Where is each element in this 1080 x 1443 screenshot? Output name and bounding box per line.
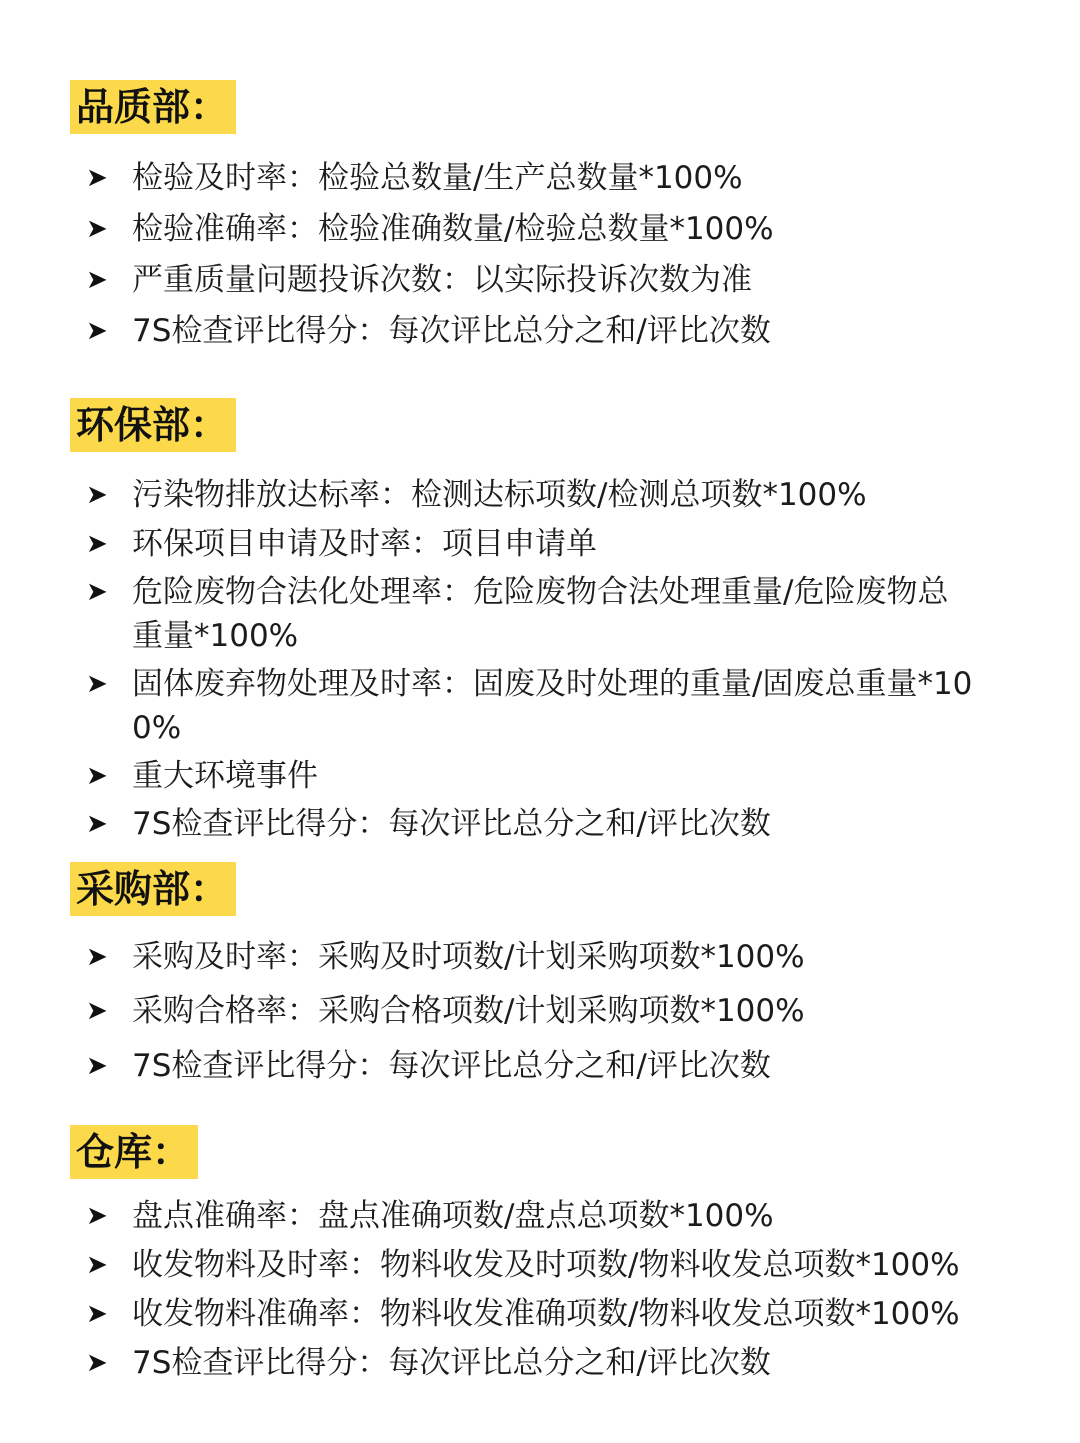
- arrow-bullet-icon: ➤: [86, 1051, 108, 1081]
- section-heading: 仓库：: [70, 1125, 198, 1179]
- list-item-text: 收发物料准确率：物料收发准确项数/物料收发总项数*100%: [132, 1296, 960, 1332]
- list-item-text: 检验及时率：检验总数量/生产总数量*100%: [132, 160, 743, 196]
- list-item: [86, 522, 976, 566]
- arrow-bullet-icon: ➤: [86, 265, 108, 295]
- arrow-bullet-icon: ➤: [86, 996, 108, 1026]
- arrow-bullet-icon: ➤: [86, 316, 108, 346]
- arrow-bullet-icon: ➤: [86, 1201, 108, 1231]
- list-item-text: 采购合格率：采购合格项数/计划采购项数*100%: [132, 993, 805, 1029]
- arrow-bullet-icon: ➤: [86, 163, 108, 193]
- list-item-text: 收发物料及时率：物料收发及时项数/物料收发总项数*100%: [132, 1247, 960, 1283]
- arrow-bullet-icon: ➤: [86, 809, 108, 839]
- arrow-bullet-icon: ➤: [86, 1299, 108, 1329]
- list-item: [86, 935, 976, 979]
- list-item-text: 盘点准确率：盘点准确项数/盘点总项数*100%: [132, 1198, 774, 1234]
- list-item-text: 危险废物合法化处理率：危险废物合法处理重量/危险废物总重量*100%: [132, 574, 949, 654]
- list-item-text: 环保项目申请及时率：项目申请单: [132, 526, 597, 562]
- arrow-bullet-icon: ➤: [86, 577, 108, 607]
- arrow-bullet-icon: ➤: [86, 761, 108, 791]
- list-item-text: 污染物排放达标率：检测达标项数/检测总项数*100%: [132, 477, 867, 513]
- list-item: [86, 570, 976, 658]
- list-item: [86, 309, 976, 353]
- list-item-text: 检验准确率：检验准确数量/检验总数量*100%: [132, 211, 774, 247]
- list-item: [86, 802, 976, 846]
- list-item-text: 7S检查评比得分：每次评比总分之和/评比次数: [132, 806, 771, 842]
- list-item: [86, 1292, 976, 1336]
- arrow-bullet-icon: ➤: [86, 480, 108, 510]
- list-item-text: 7S检查评比得分：每次评比总分之和/评比次数: [132, 1048, 771, 1084]
- list-item-text: 7S检查评比得分：每次评比总分之和/评比次数: [132, 1345, 771, 1381]
- arrow-bullet-icon: ➤: [86, 942, 108, 972]
- list-item: [86, 207, 976, 251]
- list-item-text: 固体废弃物处理及时率：固废及时处理的重量/固废总重量*100%: [132, 666, 973, 746]
- list-item: [86, 1243, 976, 1287]
- arrow-bullet-icon: ➤: [86, 529, 108, 559]
- list-item-text: 重大环境事件: [132, 758, 318, 794]
- list-item-text: 7S检查评比得分：每次评比总分之和/评比次数: [132, 313, 771, 349]
- list-item: [86, 1341, 976, 1385]
- arrow-bullet-icon: ➤: [86, 1250, 108, 1280]
- section-heading: 采购部：: [70, 862, 236, 916]
- arrow-bullet-icon: ➤: [86, 1348, 108, 1378]
- arrow-bullet-icon: ➤: [86, 669, 108, 699]
- list-item-text: 采购及时率：采购及时项数/计划采购项数*100%: [132, 939, 805, 975]
- list-item: [86, 473, 976, 517]
- list-item: [86, 989, 976, 1033]
- arrow-bullet-icon: ➤: [86, 214, 108, 244]
- list-item: [86, 258, 976, 302]
- section-heading: 品质部：: [70, 80, 236, 134]
- list-item: [86, 1194, 976, 1238]
- list-item: [86, 1044, 976, 1088]
- list-item: [86, 754, 976, 798]
- section-heading: 环保部：: [70, 398, 236, 452]
- list-item-text: 严重质量问题投诉次数：以实际投诉次数为准: [132, 262, 752, 298]
- list-item: [86, 156, 976, 200]
- list-item: [86, 662, 976, 750]
